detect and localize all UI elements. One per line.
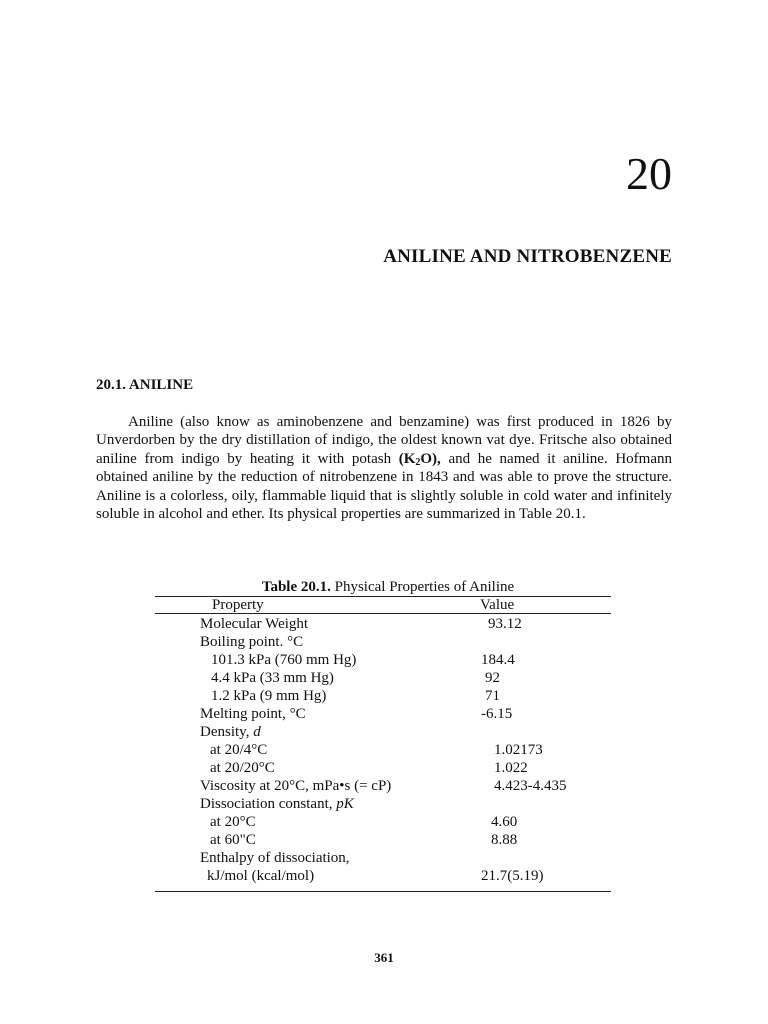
table-row — [155, 669, 611, 687]
row-property: Viscosity at 20°C, mPa•s (= cP) — [200, 778, 392, 794]
row-value: 4.423-4.435 — [494, 778, 567, 794]
row-property: at 20/4°C — [210, 742, 268, 758]
row-property: at 20°C — [210, 814, 256, 830]
formula-open: (K — [398, 450, 416, 467]
row-property — [200, 723, 261, 741]
table-row — [155, 687, 611, 705]
table-row — [155, 741, 611, 759]
section-heading: 20.1. ANILINE — [96, 377, 194, 393]
table-row — [155, 759, 611, 777]
table-bottom-rule — [155, 891, 611, 892]
table-header-row — [155, 597, 611, 613]
row-property: Enthalpy of dissociation, — [200, 850, 350, 866]
formula-subscript: 2 — [415, 456, 421, 468]
table-caption — [155, 578, 611, 596]
row-property: 1.2 kPa (9 mm Hg) — [211, 688, 327, 704]
table-row — [155, 651, 611, 669]
row-property: at 20/20°C — [210, 760, 275, 776]
paragraph-text-part1: Aniline (also know as aminobenzene and benzamine) was first produced in 1826 by Unverdorben by the dry distillation of indigo, the oldest known vat dye. Fritsche also obtained aniline from indigo by heating it with potash — [96, 414, 672, 467]
table-row — [155, 723, 611, 741]
row-property — [200, 795, 354, 813]
row-value: 8.88 — [491, 832, 518, 848]
table-row — [155, 831, 611, 849]
table-header-value: Value — [480, 597, 515, 613]
row-value: 1.02173 — [494, 742, 543, 758]
row-value: 71 — [485, 688, 500, 704]
table-row — [155, 615, 611, 633]
table-body — [155, 614, 611, 885]
row-property-text: Density, — [200, 724, 254, 740]
row-property: Molecular Weight — [200, 616, 309, 632]
row-value: 4.60 — [491, 814, 518, 830]
table-row — [155, 795, 611, 813]
page-number: 361 — [374, 950, 394, 965]
row-property: Boiling point. °C — [200, 634, 304, 650]
row-property: at 60"C — [210, 832, 256, 848]
row-property-text: Dissociation constant, — [200, 796, 337, 812]
row-property: Melting point, °C — [200, 706, 306, 722]
row-value: 93.12 — [488, 616, 522, 632]
table-header-property: Property — [212, 597, 264, 613]
row-property: 101.3 kPa (760 mm Hg) — [211, 652, 357, 668]
row-value: -6.15 — [481, 706, 513, 722]
formula-close: O), — [420, 450, 441, 467]
paragraph-text-part2: and he named it aniline. Hofmann obtained aniline by the reduction of nitrobenzene in 1843 and was able to prove the structure. Aniline is a colorless, oily, flammable liquid that is slightly soluble in cold water and infinitely soluble in alcohol and ether. Its physical properties are summarized in Table 20.1. — [96, 450, 672, 523]
table-row — [155, 777, 611, 795]
potash-formula — [399, 451, 441, 467]
table-row — [155, 633, 611, 651]
table-caption-text: Physical Properties of Aniline — [330, 579, 515, 595]
row-value: 21.7(5.19) — [481, 868, 544, 884]
table-caption-number: Table 20.1. — [261, 579, 331, 595]
row-property: kJ/mol (kcal/mol) — [207, 868, 315, 884]
row-property-symbol: d — [253, 724, 261, 740]
chapter-number: 20 — [626, 148, 672, 199]
row-value: 92 — [485, 670, 500, 686]
table-row — [155, 813, 611, 831]
table-row — [155, 705, 611, 723]
body-paragraph — [96, 413, 672, 523]
properties-table — [155, 578, 611, 892]
row-property: 4.4 kPa (33 mm Hg) — [211, 670, 334, 686]
table-row — [155, 849, 611, 867]
row-property-symbol: pK — [336, 796, 354, 812]
table-row — [155, 867, 611, 885]
row-value: 184.4 — [481, 652, 515, 668]
row-value: 1.022 — [494, 760, 528, 776]
chapter-title: ANILINE AND NITROBENZENE — [383, 246, 672, 267]
